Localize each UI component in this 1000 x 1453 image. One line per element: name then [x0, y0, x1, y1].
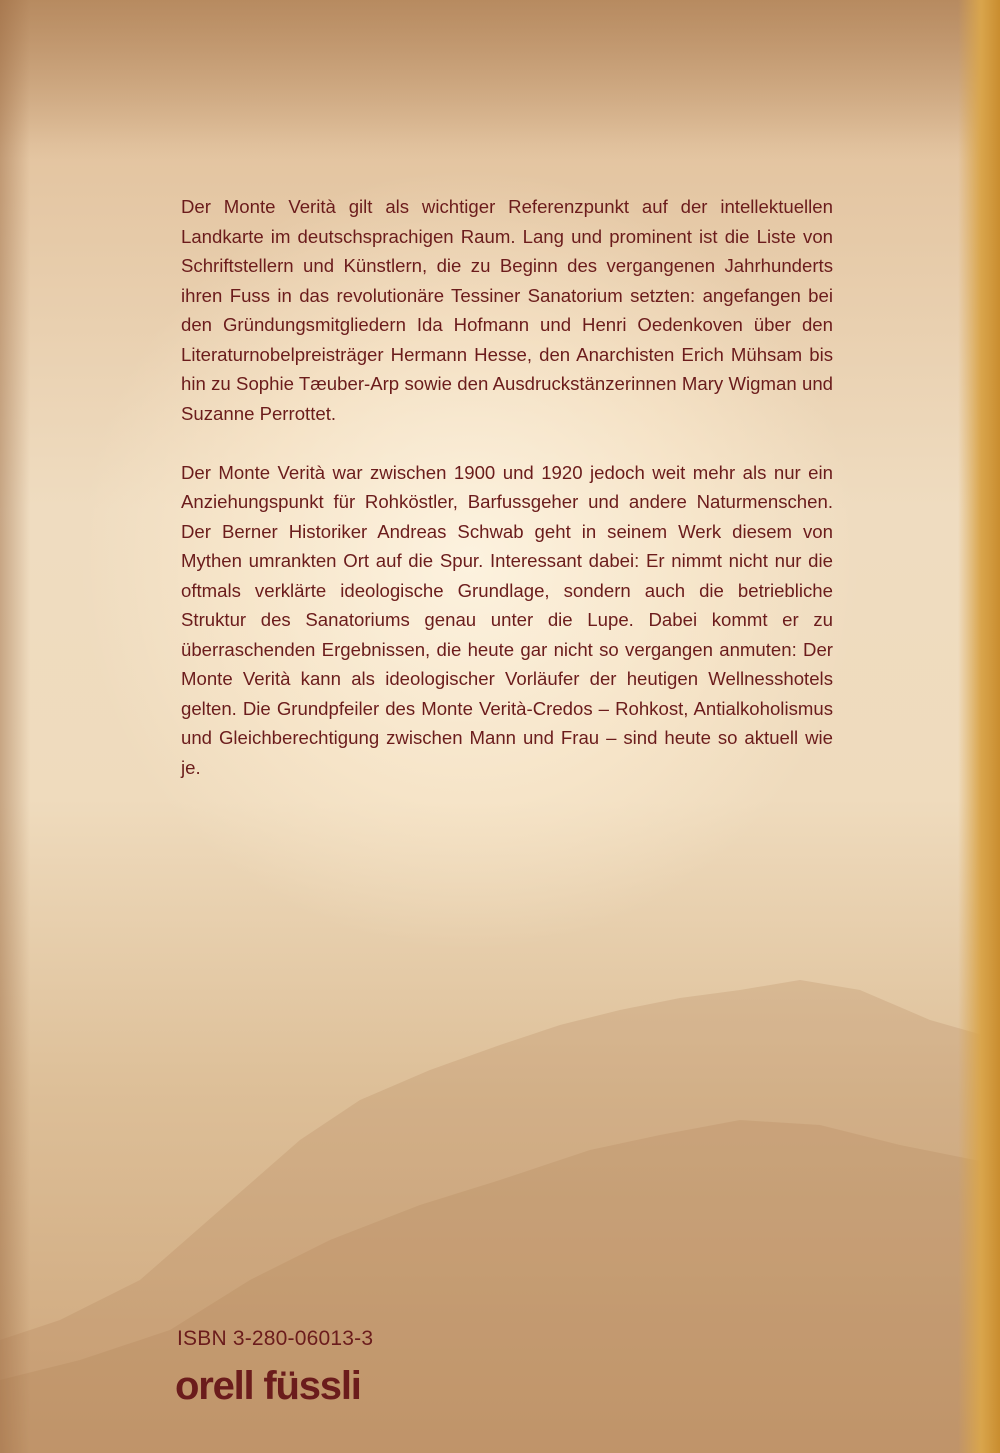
isbn-number: ISBN 3-280-06013-3 [177, 1327, 374, 1350]
blurb-text [181, 192, 833, 782]
blurb-paragraph-2: Der Monte Verità war zwischen 1900 und 1920 jedoch weit mehr als nur ein Anziehungspunkt für Rohköstler, Barfussgeher und andere Naturmenschen. Der Berner Historiker Andreas Schwab geht in seinem Werk diesem von Mythen umrankten Ort auf die Spur. Interessant dabei: Er nimmt nicht nur die oftmals verklärte ideologische Grundlage, sondern auch die betriebliche Struktur des Sanatoriums genau unter die Lupe. Dabei kommt er zu überraschenden Ergebnissen, die heute gar nicht so vergangen anmuten: Der Monte Verità kann als ideologischer Vorläufer der heutigen Wellnesshotels gelten. Die Grundpfeiler des Monte Verità-Credos – Rohkost, Antialkoholismus und Gleichberechtigung zwischen Mann und Frau – sind heute so aktuell wie je. [181, 461, 833, 778]
top-shadow [0, 0, 1000, 160]
mountain-silhouette-image [0, 950, 1000, 1453]
spine-edge [958, 0, 1000, 1453]
blurb-paragraph-1: Der Monte Verità gilt als wichtiger Referenzpunkt auf der intellektuellen Landkarte im deutschsprachigen Raum. Lang und prominent ist die Liste von Schriftstellern und Künstlern, die zu Beginn des vergangenen Jahrhunderts ihren Fuss in das revolutionäre Tessiner Sanatorium setzten: angefangen bei den Gründungsmitgliedern Ida Hofmann und Henri Oedenkoven über den Literaturnobelpreisträger Hermann Hesse, den Anarchisten Erich Mühsam bis hin zu Sophie Tæuber-Arp sowie den Ausdruckstänzerinnen Mary Wigman und Suzanne Perrottet. [181, 196, 833, 424]
publisher-logo: orell füssli [175, 1364, 361, 1408]
